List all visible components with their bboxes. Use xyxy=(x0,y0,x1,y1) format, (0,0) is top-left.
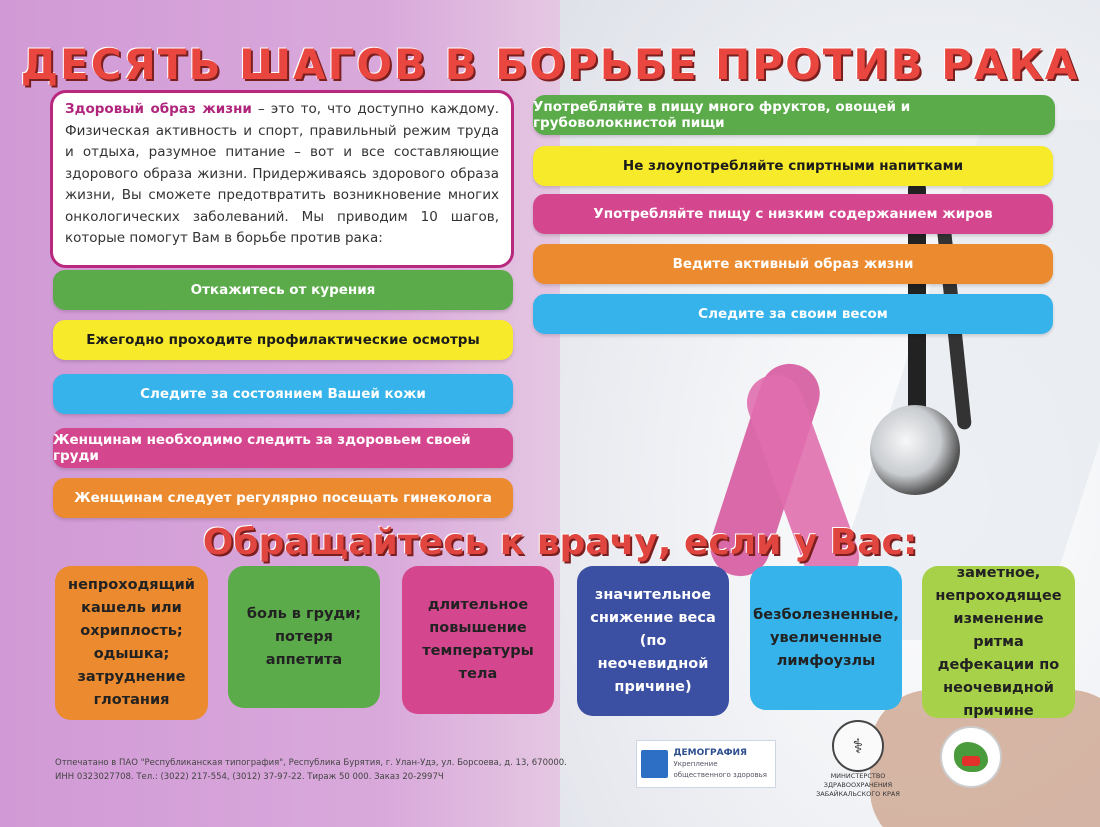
step-label: Не злоупотребляйте спиртными напитками xyxy=(622,158,964,174)
print-info-line-2: ИНН 0323027708. Тел.: (3022) 217-554, (3012) 37-97-22. Тираж 50 000. Заказ 20-2997Ч xyxy=(55,772,444,782)
symptom-card xyxy=(922,566,1075,718)
symptom-card xyxy=(577,566,729,716)
symptom-card xyxy=(228,566,380,708)
region-map-icon xyxy=(954,742,988,772)
step-label: Ведите активный образ жизни xyxy=(672,256,914,272)
ministry-name: МИНИСТЕРСТВО ЗДРАВООХРАНЕНИЯ ЗАБАЙКАЛЬСКОГО КРАЯ xyxy=(816,772,900,798)
demography-text xyxy=(674,748,772,781)
intro-highlight: Здоровый образ жизни xyxy=(65,101,252,117)
symptom-card xyxy=(750,566,902,710)
step-pill xyxy=(53,428,513,468)
region-logo-icon xyxy=(940,726,1002,788)
symptom-card xyxy=(55,566,208,720)
symptom-text: непроходящий кашель или охриплость; одышка; затруднение глотания xyxy=(68,577,195,708)
symptom-text: боль в груди; потеря аппетита xyxy=(246,605,362,668)
step-label: Женщинам необходимо следить за здоровьем своей груди xyxy=(53,432,471,464)
symptom-text: длительное повышение температуры тела xyxy=(422,597,534,682)
step-pill xyxy=(533,244,1053,284)
demography-logo xyxy=(636,740,776,788)
step-pill xyxy=(533,95,1055,135)
step-label: Следите за своим весом xyxy=(698,306,888,322)
step-pill xyxy=(533,294,1053,334)
step-label: Откажитесь от курения xyxy=(190,282,376,298)
step-pill xyxy=(53,478,513,518)
poster-title: ДЕСЯТЬ ШАГОВ В БОРЬБЕ ПРОТИВ РАКА xyxy=(20,40,1080,89)
intro-box xyxy=(50,90,514,268)
step-pill xyxy=(533,194,1053,234)
step-pill xyxy=(53,374,513,414)
demography-title: ДЕМОГРАФИЯ xyxy=(673,747,747,758)
step-label: Употребляйте в пищу много фруктов, овощей и грубоволокнистой пищи xyxy=(533,99,911,131)
step-label: Употребляйте пищу с низким содержанием жиров xyxy=(593,206,993,222)
demography-subtitle: Укрепление общественного здоровья xyxy=(673,759,768,779)
symptom-card xyxy=(402,566,554,714)
step-label: Ежегодно проходите профилактические осмотры xyxy=(86,332,480,348)
print-info xyxy=(55,756,567,784)
step-pill xyxy=(53,270,513,310)
step-label: Женщинам следует регулярно посещать гинеколога xyxy=(74,490,492,506)
symptom-text: безболезненные, увеличенные лимфоузлы xyxy=(753,606,899,669)
symptoms-heading: Обращайтесь к врачу, если у Вас: xyxy=(202,522,918,563)
intro-text: – это то, что доступно каждому. Физическая активность и спорт, правильный режим труда и отдыха, разумное питание – вот и все составляющие здорового образа жизни. Придерживаясь здорового образа жизни, Вы сможете предотвратить возникновение многих онкологических заболеваний. Мы приводим 10 шагов, которые помогут Вам в борьбе против рака: xyxy=(65,101,499,246)
step-pill xyxy=(533,146,1053,186)
caduceus-icon: ⚕ xyxy=(832,720,884,772)
step-label: Следите за состоянием Вашей кожи xyxy=(140,386,426,402)
symptom-text: значительное снижение веса (по неочевидной причине) xyxy=(590,586,716,695)
demography-mark-icon xyxy=(641,750,668,778)
print-info-line-1: Отпечатано в ПАО "Республиканская типография", Республика Бурятия, г. Улан-Удэ, ул. Борсоева, д. 13, 670000. xyxy=(55,758,567,768)
step-pill xyxy=(53,320,513,360)
stethoscope-head xyxy=(870,405,960,495)
symptom-text: заметное, непроходящее изменение ритма дефекации по неочевидной причине xyxy=(935,564,1062,719)
